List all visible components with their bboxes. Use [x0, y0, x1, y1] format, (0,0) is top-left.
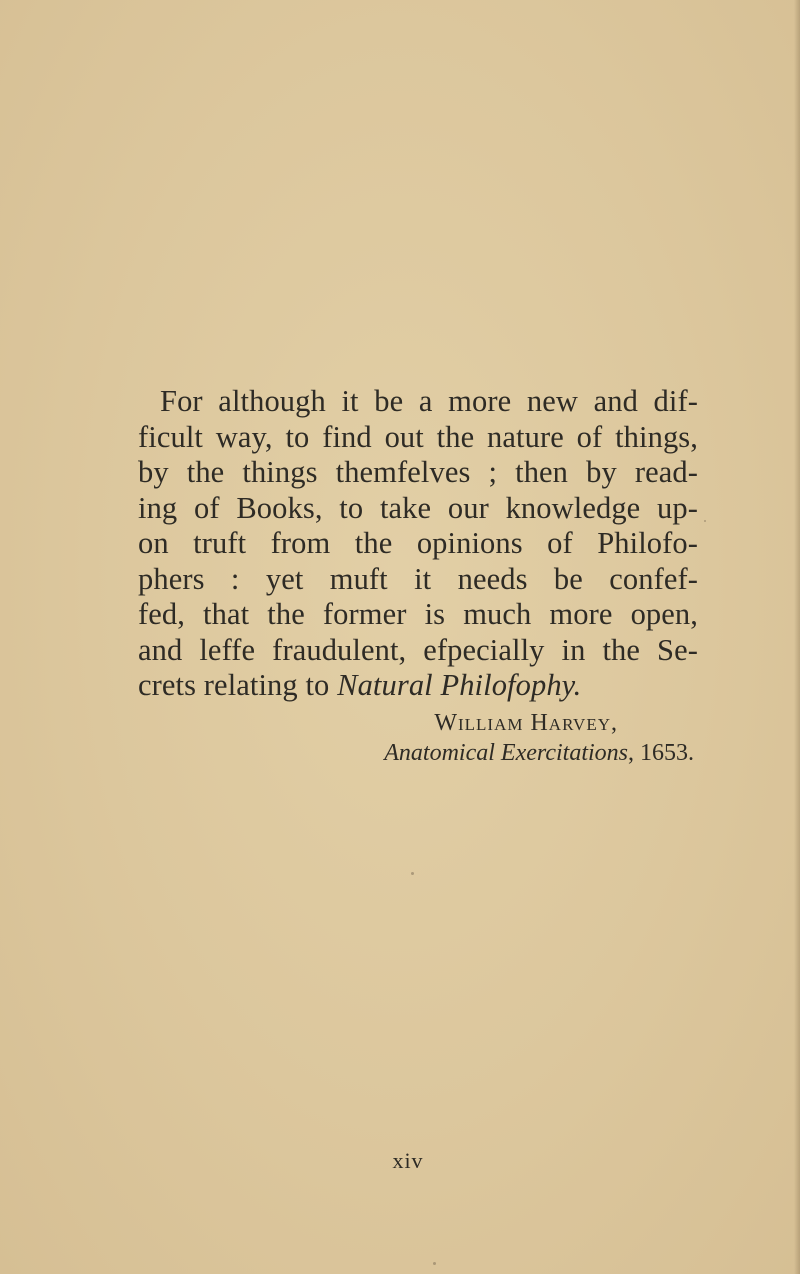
quote-line: by the things themfelves ; then by read- — [138, 455, 698, 489]
paper-speck — [433, 1262, 436, 1265]
quote-line: on truft from the opinions of Philofo- — [138, 526, 698, 560]
quote-paragraph — [138, 384, 698, 704]
quote-line: ing of Books, to take our knowledge up- — [138, 490, 698, 525]
quote-line: fed, that the former is much more open, — [138, 597, 698, 631]
author-name: William Harvey, — [434, 710, 618, 736]
quote-line: and leffe fraudulent, efpecially in the Se- — [138, 632, 698, 667]
quote-italic-title: Natural Philofophy. — [337, 668, 582, 702]
work-year: , 1653. — [628, 740, 694, 766]
quote-line: phers : yet muft it needs be confef- — [138, 561, 698, 596]
source-citation — [138, 738, 698, 768]
page-number: xiv — [392, 1148, 424, 1173]
paper-speck — [704, 520, 706, 522]
epigraph — [138, 384, 698, 766]
quote-last-line — [138, 668, 698, 704]
attribution — [138, 708, 698, 768]
page-edge-shadow — [794, 0, 800, 1274]
paper-speck — [411, 872, 414, 875]
quote-line: For although it be a more new and dif- — [160, 384, 698, 418]
quote-line: ficult way, to find out the nature of things, — [138, 419, 698, 454]
quote-last-line-text: crets relating to — [138, 668, 338, 702]
work-title: Anatomical Exercitations — [384, 740, 628, 766]
